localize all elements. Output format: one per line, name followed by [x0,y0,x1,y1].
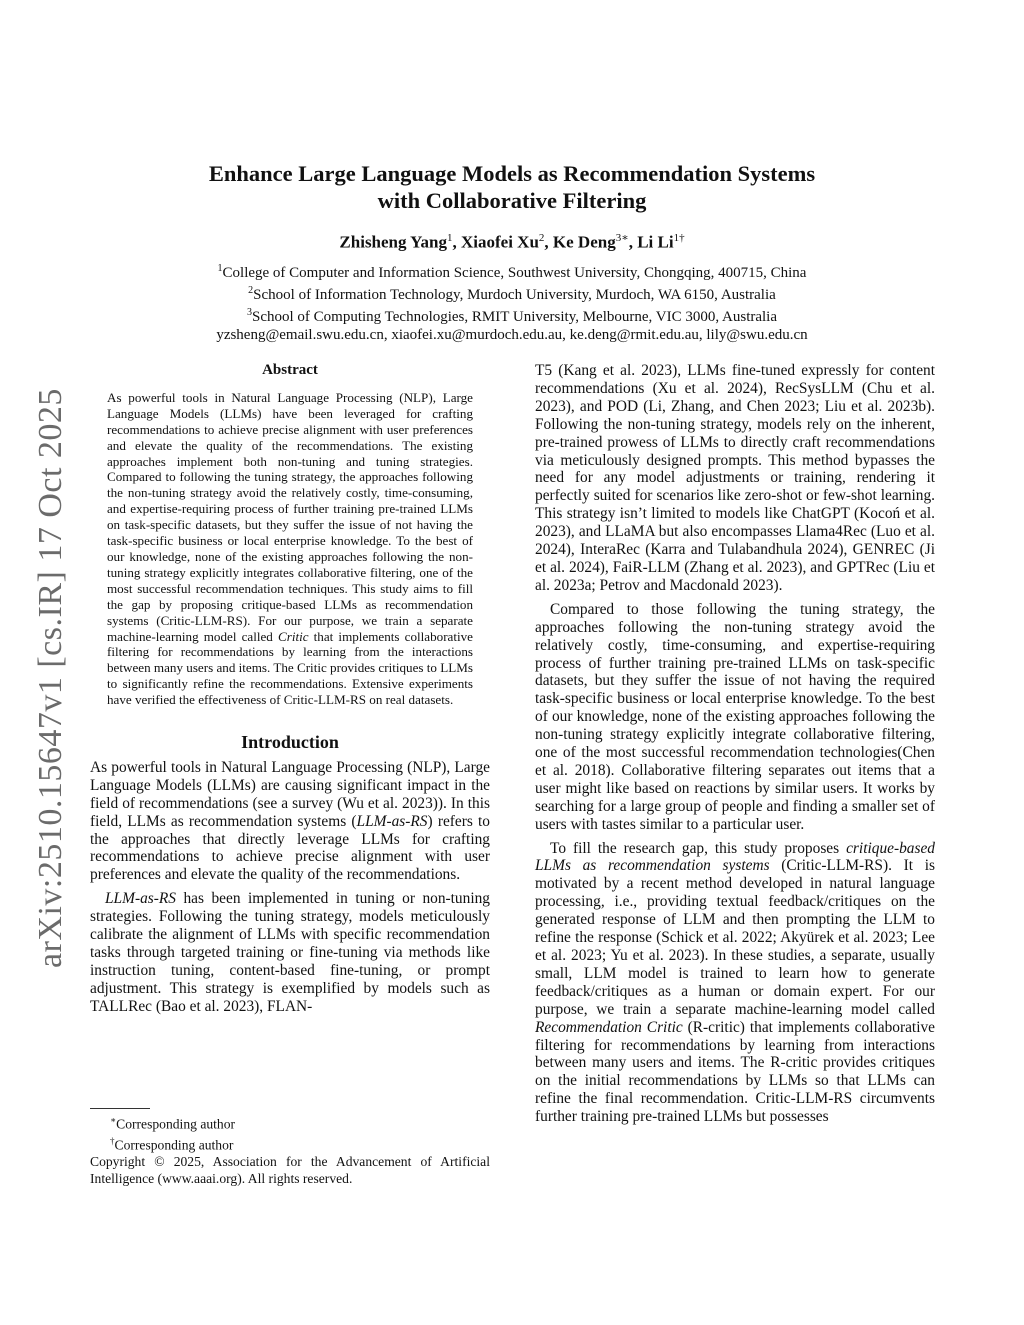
right-paragraph-2: Compared to those following the tuning strategy, the approaches following the non-tuning strategy avoid the relatively costly, time-consuming, and expertise-requiring process of further training pre-trained LLMs on task-specific datasets, but they suffer the issue of not having the required task-specific business or local enterprise knowledge. To the best of our knowledge, none of the existing approaches following the non-tuning strategy explicitly integrate collaborative filtering, one of the most successful recommendation technologies(Chen et al. 2018). Collaborative filtering separates out items that a user might like based on reactions by similar users. It works by searching for a large group of people and finding a smaller set of users with tastes similar to a particular user. [535,600,935,833]
right-text: To fill the research gap, this study proposes [550,839,847,857]
paper-title [140,160,884,214]
footnote-corresponding-2 [90,1133,490,1154]
right-paragraph-1: T5 (Kang et al. 2023), LLMs fine-tuned expressly for content recommendations (Xu et al. 2024), RecSysLLM (Chu et al. 2023), and POD (Li, Zhang, and Chen 2023; Liu et al. 2023b). Following the non-tuning strategy, models rely on the inherent, pre-trained prowess of LLMs to directly craft recommendations via meticulously designed prompts. This method bypasses the need for any model adjustments or training, rendering it perfectly suited for scenarios like zero-shot or few-shot learning. This strategy isn’t limited to models like ChatGPT (Kocoń et al. 2023), and LLaMA but also encompasses Llama4Rec (Luo et al. 2024), InteraRec (Karra and Tulabandhula 2024), GENREC (Ji et al. 2024), FaiR-LLM (Zhang et al. 2023), and GPTRec (Liu et al. 2023a; Petrov and Macdonald 2023). [535,362,935,594]
affiliation-text: College of Computer and Information Science, Southwest University, Chongqing, 400715, China [222,265,807,281]
right-text: (R-critic) that implements collaborative filtering for recommendations by learning from interactions between many users and items. The R-critic provides critiques on the initial recommendations by LLMs so that LLMs can refine the final recommendation. Critic-LLM-RS circumvents further training pre-trained LLMs but possesses [535,1018,936,1126]
right-italic: critique-based LLMs as recommendation systems [535,839,935,875]
affiliations [140,260,884,344]
abstract-heading: Abstract [262,362,318,378]
intro-text: As powerful tools in Natural Language Processing (NLP), Large Language Models (LLMs) are causing significant impact in the field of recommendations (see a survey (Wu et al. 2023)). In this field, LLMs as recommendation systems ( [90,758,490,830]
copyright-notice: Copyright © 2025, Association for the Advancement of Artificial Intelligence (www.aaai.org). All rights reserved. [90,1154,490,1187]
author-name: Ke Deng [552,232,616,252]
arxiv-identifier-text: arXiv:2510.15647v1 [cs.IR] 17 Oct 2025 [32,388,69,968]
footnote-rule [90,1108,150,1109]
author-name: Zhisheng Yang [339,232,447,252]
affiliation-line [140,260,884,282]
intro-italic: LLM-as-RS [356,812,428,830]
footnotes [90,1108,490,1187]
footnote-corresponding-1 [90,1112,490,1133]
left-column [90,362,490,1016]
right-paragraph-3 [535,840,935,1127]
right-text: (Critic-LLM-RS). It is motivated by a recent method developed in natural language processing, i.e., providing textual feedback/critiques on the generated response of LLM and then prompting the LLM to refine the response (Schick et al. 2022; Akyürek et al. 2023; Lee et al. 2023; Yu et al. 2023). In these studies, a separate, usually small, LLM model is trained to learn how to generate feedback/critiques as a human or domain expert. For our purpose, we train a separate machine-learning model called [535,857,935,1018]
title-line-1: Enhance Large Language Models as Recommendation Systems [208,161,816,186]
affiliation-sup: 3 [246,307,252,318]
footnote-text: Corresponding author [116,1116,236,1132]
author-sup: 1 [446,232,453,244]
introduction-heading: Introduction [241,732,339,753]
intro-paragraph-1 [90,759,490,884]
abstract-text: that implements collaborative filtering for recommendations by learning from the interactions between many users and items. The Critic provides critiques to LLMs to significantly refine the recommendations. Extensive experiments have verified the effectiveness of Critic-LLM-RS on real datasets. [107,628,473,708]
affiliation-sup: 2 [248,285,254,296]
footnote-mark: † [110,1135,115,1146]
abstract-body [107,390,473,708]
author-sup: 1† [673,232,685,244]
affiliation-text: School of Computing Technologies, RMIT University, Melbourne, VIC 3000, Australia [251,309,778,325]
affiliation-text: School of Information Technology, Murdoch University, Murdoch, WA 6150, Australia [253,287,776,303]
affiliation-line [140,282,884,304]
email-line: yzsheng@email.swu.edu.cn, xiaofei.xu@murdoch.edu.au, ke.deng@rmit.edu.au, lily@swu.edu.cn [216,327,808,343]
author-list: Zhisheng Yang$^1$, Xiaofei Xu$^2$, Ke Deng$^{3∗}$, Li $Li^{1\dagger}$ [339,232,685,252]
footnote-mark: ∗ [110,1115,117,1125]
intro-paragraph-2 [90,890,490,1015]
right-column [535,362,935,1126]
right-italic: Recommendation Critic [535,1018,683,1036]
intro-text: has been implemented in tuning or non-tuning strategies. Following the tuning strategy, models meticulously calibrate the alignment of LLMs with specific recommendation tasks through targeted training or fine-tuning via methods like instruction tuning, content-based fine-tuning, or prompt adjustment. This strategy is exemplified by models such as TALLRec (Bao et al. 2023), FLAN- [90,890,490,1015]
author-sup: 2 [538,232,545,244]
intro-italic: LLM-as-RS [105,890,176,908]
abstract-italic: Critic [277,628,309,644]
author-name: Xiaofei Xu [460,232,539,252]
intro-text: ) refers to the approaches that directly leverage LLMs for crafting recommendations to achieve precise alignment with user preferences and elevate the quality of the recommendations. [90,812,490,884]
author-name: Li Li [637,232,674,252]
footnote-text: Corresponding author [114,1137,234,1153]
affiliation-line [140,304,884,326]
affiliation-sup: 1 [217,263,223,274]
abstract-paragraph [107,390,473,708]
author-sup: 3∗ [615,232,629,244]
title-line-2: with Collaborative Filtering [377,188,647,213]
arxiv-identifier [26,378,69,968]
abstract-text: As powerful tools in Natural Language Processing (NLP), Large Language Models (LLMs) have been leveraged for crafting recommendations to achieve precise alignment with user preferences and elevate the quality of the recommendations. The existing approaches implement both non-tuning and tuning strategies. Compared to following the tuning strategy, the approaches following the non-tuning strategy avoid the relatively costly, time-consuming, and expertise-requiring process of further training pre-trained LLMs on task-specific datasets, but they suffer the issue of not having the task-specific business or local enterprise knowledge. To the best of our knowledge, none of the existing approaches following the non-tuning strategy explicitly integrates collaborative filtering, one of the most successful recommendation techniques. This study aims to fill the gap by proposing critique-based LLMs as recommendation systems (Critic-LLM-RS). For our purpose, we train a separate machine-learning model called [107,389,473,644]
